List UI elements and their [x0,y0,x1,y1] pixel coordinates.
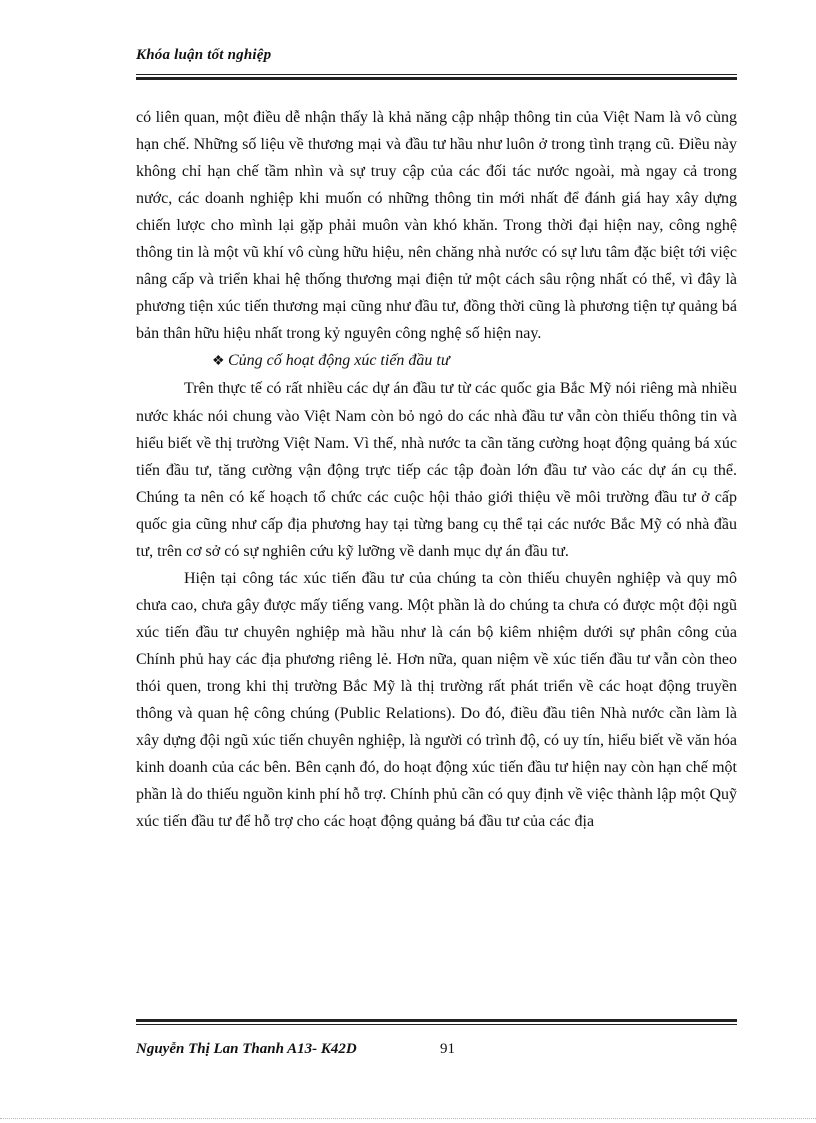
section-heading [136,347,737,375]
document-body [136,104,737,835]
header-title: Khóa luận tốt nghiệp [136,47,272,63]
header-rule-thick [136,77,737,80]
paragraph-3: Hiện tại công tác xúc tiến đầu tư của chúng ta còn thiếu chuyên nghiệp và quy mô chưa cao, chưa gây được mấy tiếng vang. Một phần là do chúng ta chưa có được một đội ngũ xúc tiến đầu tư chuyên nghiệp mà hầu như là cán bộ kiêm nhiệm dưới sự phân công của Chính phủ hay các địa phương riêng lẻ. Hơn nữa, quan niệm về xúc tiến đầu tư vẫn còn theo thói quen, trong khi thị trường Bắc Mỹ là thị trường rất phát triển về các hoạt động truyền thông và quan hệ công chúng (Public Relations). Do đó, điều đầu tiên Nhà nước cần làm là xây dựng đội ngũ xúc tiến chuyên nghiệp, là người có trình độ, có uy tín, hiểu biết về văn hóa kinh doanh của các bên. Bên cạnh đó, do hoạt động xúc tiến đầu tư hiện nay còn hạn chế một phần là do thiếu nguồn kinh phí hỗ trợ. Chính phủ cần có quy định về việc thành lập một Quỹ xúc tiến đầu tư để hỗ trợ cho các hoạt động quảng bá đầu tư của các địa [136,569,737,831]
section-heading-text: Củng cố hoạt động xúc tiến đầu tư [228,352,450,370]
diamond-bullet-icon: ❖ [212,354,225,370]
header-rule-thin [136,74,737,75]
paragraph-2: Trên thực tế có rất nhiều các dự án đầu tư từ các quốc gia Bắc Mỹ nói riêng mà nhiều nước khác nói chung vào Việt Nam còn bỏ ngỏ do các nhà đầu tư vẫn còn thiếu thông tin và hiểu biết về thị trường Việt Nam. Vì thế, nhà nước ta cần tăng cường hoạt động quảng bá xúc tiến đầu tư, tăng cường vận động trực tiếp các tập đoàn lớn đầu tư vào các dự án cụ thể. Chúng ta nên có kế hoạch tổ chức các cuộc hội thảo giới thiệu về môi trường đầu tư ở cấp quốc gia cũng như cấp địa phương hay tại từng bang cụ thể tại các nước Bắc Mỹ có nhà đầu tư, trên cơ sở có sự nghiên cứu kỹ lưỡng về danh mục dự án đầu tư. [136,380,737,560]
page-number: 91 [440,1041,455,1057]
paragraph-1: có liên quan, một điều dễ nhận thấy là khả năng cập nhập thông tin của Việt Nam là vô cùng hạn chế. Những số liệu về thương mại và đầu tư hầu như luôn ở trong tình trạng cũ. Điều này không chỉ hạn chế tầm nhìn và sự truy cập của các đối tác nước ngoài, mà ngay cả trong nước, các doanh nghiệp khi muốn có những thông tin mới nhất để đánh giá hay xây dựng chiến lược cho mình lại gặp phải muôn vàn khó khăn. Trong thời đại hiện nay, công nghệ thông tin là một vũ khí vô cùng hữu hiệu, nên chăng nhà nước có sự lưu tâm đặc biệt tới việc nâng cấp và triển khai hệ thống thương mại điện tử một cách sâu rộng nhất có thể, vì đây là phương tiện xúc tiến thương mại cũng như đầu tư, đồng thời cũng là phương tiện tự quảng bá bản thân hữu hiệu nhất trong kỷ nguyên công nghệ số hiện nay. [136,109,737,343]
footer-rule-thin [136,1024,737,1025]
footer-rule-thick [136,1019,737,1022]
footer-author: Nguyễn Thị Lan Thanh A13- K42D [136,1041,357,1057]
page-bottom-border [0,1118,816,1119]
